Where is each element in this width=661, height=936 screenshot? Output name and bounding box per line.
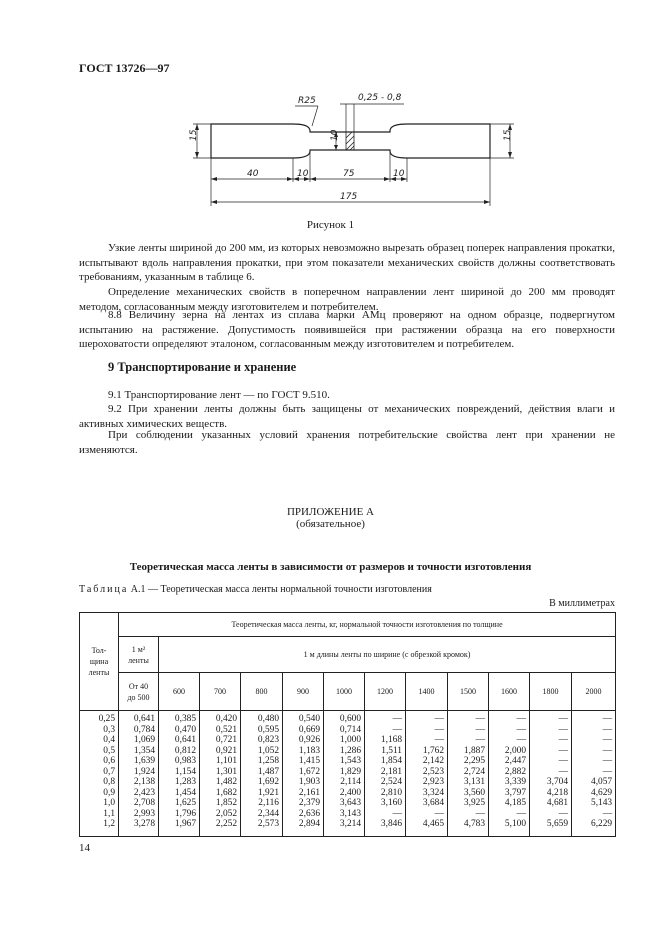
- mass-cell: 0,823: [257, 735, 279, 745]
- document-header: ГОСТ 13726—97: [79, 61, 170, 75]
- dim-width-mid: 10: [330, 129, 340, 141]
- mass-cell: 1,154: [174, 766, 196, 777]
- mass-cell: —: [602, 808, 613, 819]
- dim-width-right: 15: [503, 129, 513, 141]
- dim-r25: R25: [298, 96, 316, 106]
- mass-cell: 5,143: [591, 798, 613, 808]
- paragraph-8-8: 8.8 Величину зерна на лентах из сплава марки АМц проверяют на одном образце, подвергнутом испытанию на растяжение. Допустимость появившейся при растяжении образца на его поверхности шероховатости определяют эталоном, согласованным между изготовителем и потребителем.: [79, 309, 615, 351]
- mass-cell: —: [602, 724, 613, 735]
- mass-column: [241, 711, 283, 837]
- mass-cell: —: [558, 724, 568, 735]
- mass-cell: 1,069: [133, 735, 155, 745]
- thickness-cell: 0,25: [98, 714, 115, 724]
- mass-cell: 0,521: [215, 724, 237, 735]
- mass-cell: —: [602, 756, 613, 766]
- head-width: 700: [200, 673, 241, 711]
- mass-column: [406, 711, 448, 837]
- mass-cell: —: [516, 724, 526, 735]
- paragraph-9-2: 9.2 При хранении ленты должны быть защищены от механических повреждений, действия влаги и активных химических веществ.: [79, 403, 615, 430]
- mass-cell: 2,447: [504, 756, 526, 766]
- mass-cell: 0,480: [257, 714, 279, 724]
- mass-cell: —: [558, 766, 568, 777]
- mass-cell: 1,921: [257, 787, 279, 798]
- mass-cell: 4,465: [422, 819, 444, 829]
- mass-cell: 3,339: [504, 777, 526, 787]
- mass-cell: 3,684: [422, 798, 444, 808]
- specimen-outline: [211, 124, 490, 158]
- mass-column: [324, 711, 365, 837]
- mass-cell: 0,669: [298, 724, 320, 735]
- mass-cell: 4,783: [463, 819, 485, 829]
- head-width: 800: [241, 673, 283, 711]
- mass-cell: 0,420: [215, 714, 237, 724]
- head-width: 1500: [448, 673, 489, 711]
- thickness-cell: 0,4: [103, 735, 115, 745]
- mass-cell: 2,295: [463, 756, 485, 766]
- mass-column: [489, 711, 530, 837]
- mass-cell: 1,511: [381, 745, 402, 756]
- mass-column: [283, 711, 324, 837]
- mass-cell: 1,682: [215, 787, 237, 798]
- mass-cell: 1,625: [174, 798, 196, 808]
- mass-cell: 3,643: [339, 798, 361, 808]
- mass-cell: 5,100: [504, 819, 526, 829]
- mass-column: [448, 711, 489, 837]
- paragraph-storage: При соблюдении указанных условий хранения потребительские свойства лент при хранении не изменяются.: [79, 429, 615, 456]
- mass-cell: 0,641: [133, 714, 155, 724]
- mass-cell: 2,708: [133, 798, 155, 808]
- mass-cell: 2,379: [298, 798, 320, 808]
- head-thickness: Тол- щина ленты: [80, 613, 119, 711]
- thickness-cell: 0,8: [103, 777, 115, 787]
- mass-cell: 1,672: [298, 766, 320, 777]
- mass-cell: 1,487: [257, 766, 279, 777]
- mass-cell: 3,846: [380, 819, 402, 829]
- mass-cell: 3,925: [463, 798, 485, 808]
- mass-cell: 3,797: [504, 787, 526, 798]
- mass-column: [365, 711, 406, 837]
- table-caption: [79, 584, 432, 595]
- mass-cell: 0,385: [174, 714, 196, 724]
- mass-cell: 2,052: [215, 808, 237, 819]
- mass-cell: 4,185: [504, 798, 526, 808]
- mass-cell: 1,854: [380, 756, 402, 766]
- specimen-drawing: [170, 88, 530, 218]
- mass-cell: —: [602, 714, 613, 724]
- head-width: 600: [159, 673, 200, 711]
- thickness-cell: 0,9: [103, 787, 115, 798]
- mass-cell: 2,524: [380, 777, 402, 787]
- mass-column: [159, 711, 200, 837]
- mass-cell: —: [558, 714, 568, 724]
- head-40-500: От 40 до 500: [119, 673, 159, 711]
- mass-cell: 2,344: [257, 808, 279, 819]
- figure-caption: Рисунок 1: [306, 219, 355, 231]
- mass-cell: 3,560: [463, 787, 485, 798]
- mass-cell: —: [516, 808, 526, 819]
- mass-cell: 1,639: [133, 756, 155, 766]
- mass-cell: 0,641: [174, 735, 196, 745]
- thickness-cell: 0,5: [103, 745, 115, 756]
- head-width: 1800: [530, 673, 572, 711]
- thickness-cell: 0,3: [103, 724, 115, 735]
- mass-cell: 3,704: [546, 777, 568, 787]
- mass-cell: 1,762: [422, 745, 444, 756]
- mass-cell: 1,286: [339, 745, 361, 756]
- dim-tolerance: 0,25 - 0,8: [358, 93, 402, 103]
- dim-width-left: 15: [189, 129, 199, 141]
- mass-column: [572, 711, 616, 837]
- mass-cell: 1,924: [133, 766, 155, 777]
- paragraph-9-1: 9.1 Транспортирование лент — по ГОСТ 9.510.: [108, 389, 330, 401]
- mass-cell: 3,324: [422, 787, 444, 798]
- mass-cell: 3,160: [380, 798, 402, 808]
- mass-cell: 0,470: [174, 724, 196, 735]
- mass-cell: 1,887: [463, 745, 485, 756]
- mass-cell: —: [516, 714, 526, 724]
- mass-cell: —: [475, 808, 485, 819]
- dim-length-40: 40: [247, 169, 259, 179]
- head-main: Теоретическая масса ленты, кг, нормальной точности изготовления по толщине: [119, 613, 616, 637]
- dim-gauge-75: 75: [343, 169, 355, 179]
- thickness-cell: 1,2: [103, 819, 115, 829]
- thickness-cell: 0,7: [103, 766, 115, 777]
- mass-cell: 2,993: [133, 808, 155, 819]
- mass-cell: 2,252: [215, 819, 237, 829]
- mass-cell: —: [558, 756, 568, 766]
- mass-cell: —: [475, 735, 485, 745]
- mass-cell: 2,423: [133, 787, 155, 798]
- head-width: 1600: [489, 673, 530, 711]
- thickness-cell: 1,1: [103, 808, 115, 819]
- head-width: 900: [283, 673, 324, 711]
- mass-cell: 0,721: [215, 735, 237, 745]
- mass-cell: —: [434, 735, 444, 745]
- thickness-cell: 1,0: [103, 798, 115, 808]
- mass-cell: 5,659: [546, 819, 568, 829]
- mass-cell: —: [558, 808, 568, 819]
- head-width: 1400: [406, 673, 448, 711]
- thickness-cell: 0,6: [103, 756, 115, 766]
- mass-cell: —: [434, 808, 444, 819]
- paragraph-narrow-strips: Узкие ленты шириной до 200 мм, из которых невозможно вырезать образец поперек направления прокатки, испытывают вдоль направления прокатки, при этом показатели механических свойств должны соответствовать требованиям, указанным в таблице 6.: [79, 242, 615, 284]
- mass-cell: 4,629: [591, 787, 613, 798]
- mass-cell: 0,595: [257, 724, 279, 735]
- mass-cell: —: [558, 735, 568, 745]
- mass-cell: —: [392, 714, 402, 724]
- mass-cell: 1,454: [174, 787, 196, 798]
- mass-cell: 1,903: [298, 777, 320, 787]
- paragraph-transverse: Определение механических свойств в поперечном направлении лент шириной до 200 мм проводят методом, согласованным между изготовителем и потребителем.: [79, 286, 615, 313]
- dim-fillet-right: 10: [393, 169, 405, 179]
- mass-cell: 1,258: [257, 756, 279, 766]
- mass-cell: 2,923: [422, 777, 444, 787]
- mass-cell: 1,354: [133, 745, 155, 756]
- mass-cell: 2,000: [504, 745, 526, 756]
- appendix-title: ПРИЛОЖЕНИЕ А: [286, 506, 374, 518]
- mass-column: [119, 711, 159, 837]
- mass-cell: 1,168: [380, 735, 402, 745]
- mass-cell: 1,829: [339, 766, 361, 777]
- mass-cell: —: [558, 745, 568, 756]
- mass-cell: 1,415: [298, 756, 320, 766]
- table-caption-prefix: Таблица: [79, 584, 129, 595]
- mass-cell: —: [475, 714, 485, 724]
- mass-cell: 2,181: [380, 766, 402, 777]
- mass-cell: —: [602, 735, 613, 745]
- mass-cell: 1,301: [215, 766, 237, 777]
- mass-cell: 2,894: [298, 819, 320, 829]
- mass-cell: 0,983: [174, 756, 196, 766]
- mass-cell: —: [434, 724, 444, 735]
- mass-cell: 1,101: [215, 756, 237, 766]
- mass-cell: 0,926: [298, 735, 320, 745]
- mass-cell: 2,573: [257, 819, 279, 829]
- mass-cell: 3,143: [339, 808, 361, 819]
- mass-cell: 0,714: [339, 724, 361, 735]
- head-per-m2: 1 м² ленты: [119, 637, 159, 673]
- mass-cell: —: [392, 724, 402, 735]
- dim-fillet-left: 10: [297, 169, 309, 179]
- table-caption-text: А.1 — Теоретическая масса ленты нормальной точности изготовления: [128, 584, 432, 595]
- mass-cell: 2,161: [298, 787, 320, 798]
- mass-cell: —: [392, 808, 402, 819]
- head-width: 1000: [324, 673, 365, 711]
- mass-cell: 4,218: [546, 787, 568, 798]
- units-note: В миллиметрах: [549, 598, 615, 609]
- mass-cell: 2,810: [380, 787, 402, 798]
- mass-cell: 2,523: [422, 766, 444, 777]
- mass-cell: 2,114: [340, 777, 361, 787]
- mass-cell: 2,636: [298, 808, 320, 819]
- mass-cell: 1,183: [298, 745, 320, 756]
- mass-cell: 2,724: [463, 766, 485, 777]
- mass-cell: —: [602, 766, 613, 777]
- mass-cell: 2,116: [258, 798, 279, 808]
- appendix-subtitle: (обязательное): [296, 518, 365, 530]
- mass-cell: 1,796: [174, 808, 196, 819]
- mass-cell: 6,229: [591, 819, 613, 829]
- mass-cell: 3,131: [463, 777, 485, 787]
- mass-cell: 0,600: [339, 714, 361, 724]
- mass-cell: 2,882: [504, 766, 526, 777]
- mass-cell: 1,283: [174, 777, 196, 787]
- mass-cell: 1,000: [339, 735, 361, 745]
- thickness-column: [80, 711, 119, 837]
- mass-cell: 1,482: [215, 777, 237, 787]
- mass-column: [200, 711, 241, 837]
- head-per-m: 1 м длины ленты по ширине (с обрезкой кромок): [159, 637, 616, 673]
- mass-cell: 0,921: [215, 745, 237, 756]
- mass-cell: 2,138: [133, 777, 155, 787]
- mass-table: [79, 612, 616, 837]
- mass-cell: 0,784: [133, 724, 155, 735]
- mass-cell: 1,852: [215, 798, 237, 808]
- mass-cell: 4,681: [546, 798, 568, 808]
- mass-cell: —: [475, 724, 485, 735]
- head-width: 1200: [365, 673, 406, 711]
- head-width: 2000: [572, 673, 616, 711]
- mass-cell: 0,540: [298, 714, 320, 724]
- mass-cell: 2,400: [339, 787, 361, 798]
- mass-cell: 1,543: [339, 756, 361, 766]
- mass-cell: 3,214: [339, 819, 361, 829]
- dim-total-175: 175: [340, 192, 358, 202]
- page-number: 14: [79, 842, 90, 854]
- mass-cell: —: [602, 745, 613, 756]
- table-heading: Теоретическая масса ленты в зависимости от размеров и точности изготовления: [129, 561, 532, 573]
- mass-cell: —: [516, 735, 526, 745]
- mass-cell: 4,057: [591, 777, 613, 787]
- mass-cell: —: [434, 714, 444, 724]
- section-9-title: 9 Транспортирование и хранение: [108, 360, 297, 374]
- mass-cell: 1,692: [257, 777, 279, 787]
- mass-column: [530, 711, 572, 837]
- mass-cell: 0,812: [174, 745, 196, 756]
- mass-cell: 1,052: [257, 745, 279, 756]
- mass-cell: 2,142: [422, 756, 444, 766]
- mass-cell: 3,278: [133, 819, 155, 829]
- mass-cell: 1,967: [174, 819, 196, 829]
